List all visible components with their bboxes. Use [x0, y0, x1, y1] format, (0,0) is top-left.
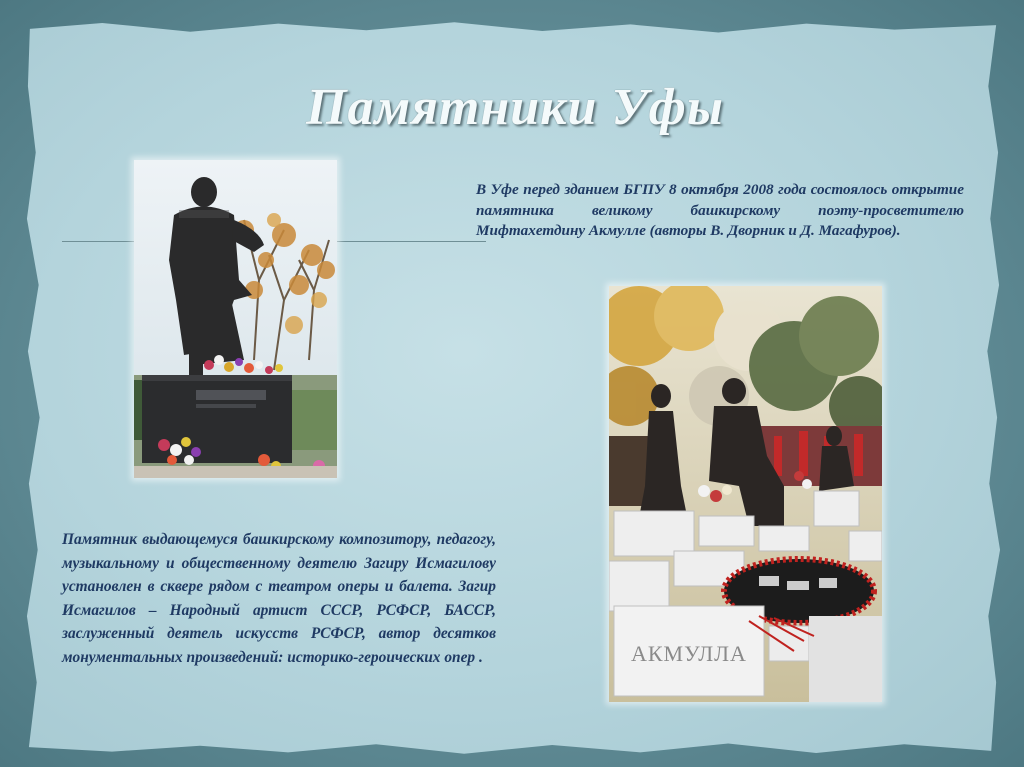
ismagilov-description: Памятник выдающемуся башкирскому композитору, педагогу, музыкальному и общественному деятелю Загиру Исмагилову установлен в сквере рядом с театром оперы и балета. Загир Исмагилов – Народный артист СССР, РСФСР, БАССР, заслуженный деятель искусств РСФСР, автор десятков монументальных произведений: историко-героических опер .	[62, 531, 496, 666]
akmulla-inscription: АКМУЛЛА	[631, 641, 747, 666]
slide-title: Памятники Уфы	[306, 79, 724, 136]
statue-photo-icon	[609, 286, 882, 702]
ismagilov-monument-photo	[134, 160, 337, 478]
akmulla-monument-photo	[609, 286, 882, 702]
akmulla-description: В Уфе перед зданием БГПУ 8 октября 2008 года состоялось открытие памятника великому башкирскому поэту-просветителю Мифтахетдину Акмулле (авторы В. Дворник и Д. Магафуров).	[476, 181, 964, 239]
statue-photo-icon	[134, 160, 337, 478]
